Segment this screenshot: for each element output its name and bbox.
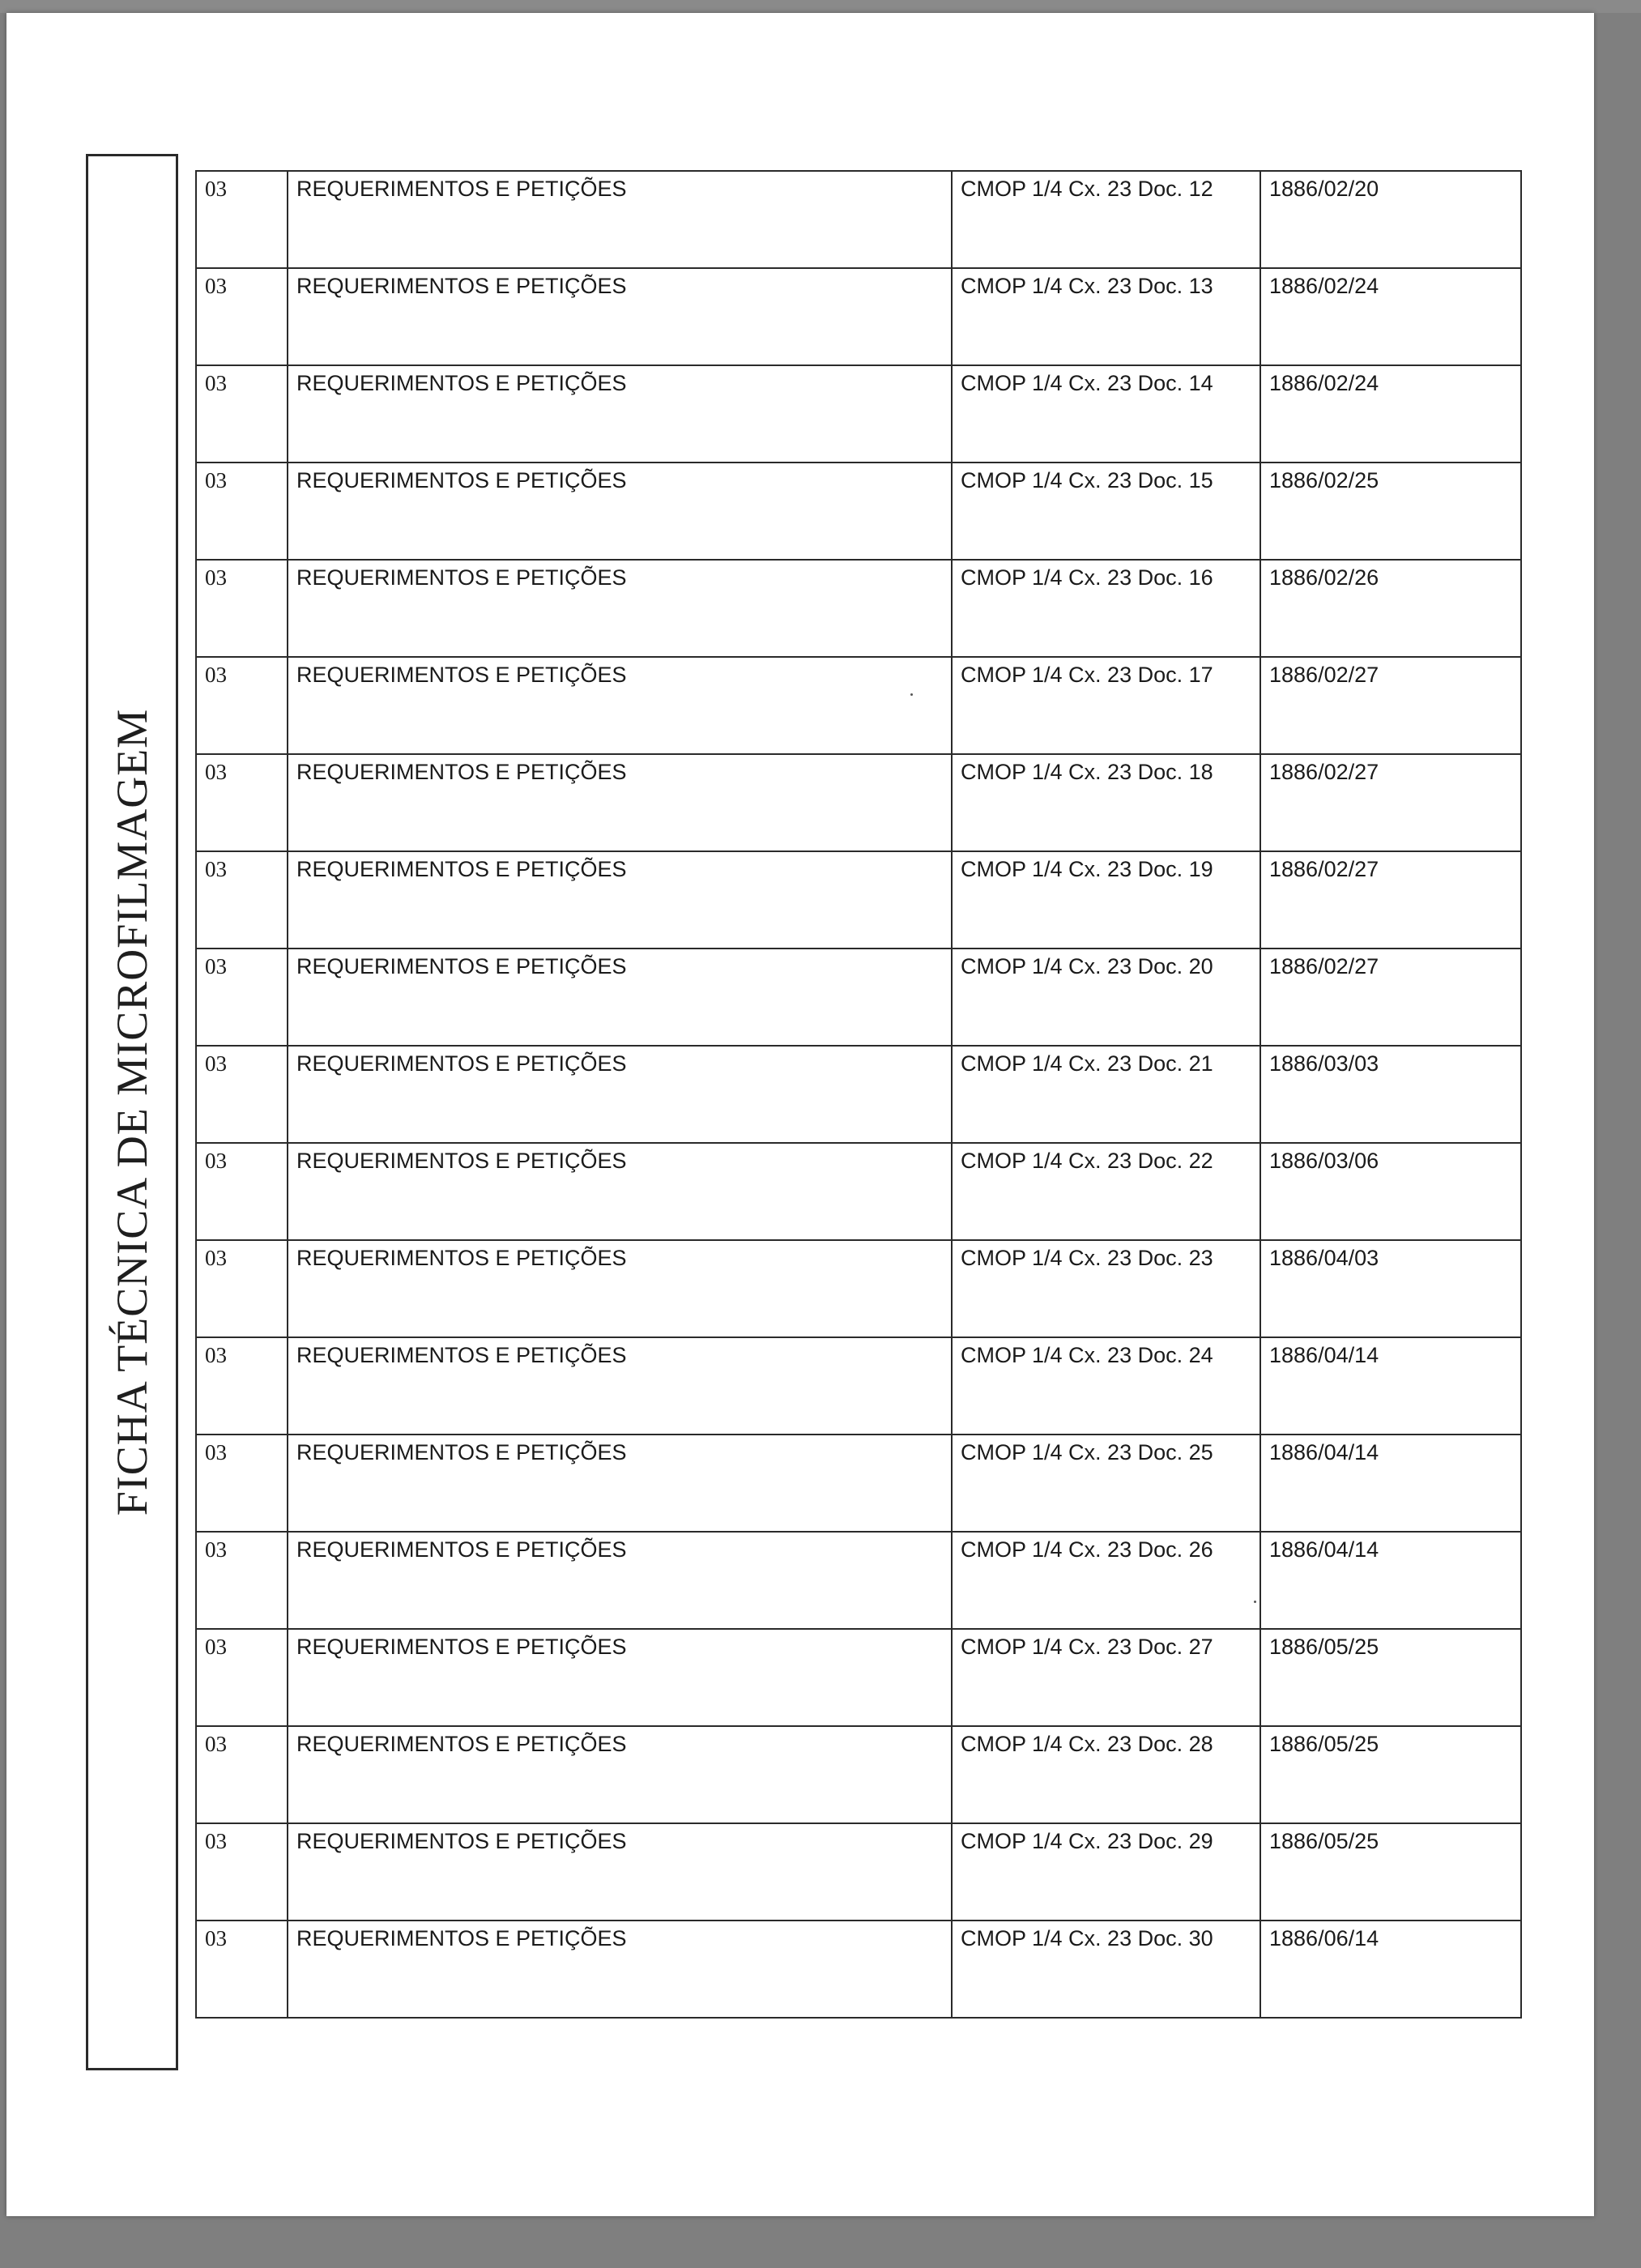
date-cell: 1886/05/25 [1260,1823,1521,1921]
table-row [196,1921,1521,2018]
scan-speck [1254,1601,1256,1603]
date-cell: 1886/02/25 [1260,463,1521,560]
series-cell: REQUERIMENTOS E PETIÇÕES [288,657,952,754]
table-row [196,1435,1521,1532]
date-cell: 1886/04/03 [1260,1240,1521,1337]
table-row [196,268,1521,365]
group-cell: 03 [196,463,288,560]
series-cell: REQUERIMENTOS E PETIÇÕES [288,754,952,851]
group-cell: 03 [196,949,288,1046]
group-cell: 03 [196,851,288,949]
group-cell: 03 [196,754,288,851]
group-cell: 03 [196,1629,288,1726]
date-cell: 1886/02/26 [1260,560,1521,657]
table-row [196,1046,1521,1143]
series-cell: REQUERIMENTOS E PETIÇÕES [288,1726,952,1823]
table-row [196,365,1521,463]
date-cell: 1886/05/25 [1260,1629,1521,1726]
series-cell: REQUERIMENTOS E PETIÇÕES [288,1532,952,1629]
scan-speck [910,693,913,696]
table-row [196,1240,1521,1337]
date-cell: 1886/03/03 [1260,1046,1521,1143]
reference-cell: CMOP 1/4 Cx. 23 Doc. 16 [952,560,1260,657]
group-cell: 03 [196,171,288,268]
scan-border [0,0,1641,13]
table-row [196,657,1521,754]
reference-cell: CMOP 1/4 Cx. 23 Doc. 23 [952,1240,1260,1337]
reference-cell: CMOP 1/4 Cx. 23 Doc. 27 [952,1629,1260,1726]
table-row [196,560,1521,657]
records-table-body [196,171,1521,2018]
date-cell: 1886/05/25 [1260,1726,1521,1823]
reference-cell: CMOP 1/4 Cx. 23 Doc. 13 [952,268,1260,365]
series-cell: REQUERIMENTOS E PETIÇÕES [288,1046,952,1143]
date-cell: 1886/02/24 [1260,268,1521,365]
table-row [196,1143,1521,1240]
date-cell: 1886/02/27 [1260,754,1521,851]
group-cell: 03 [196,1337,288,1435]
reference-cell: CMOP 1/4 Cx. 23 Doc. 26 [952,1532,1260,1629]
group-cell: 03 [196,1726,288,1823]
date-cell: 1886/03/06 [1260,1143,1521,1240]
date-cell: 1886/02/27 [1260,657,1521,754]
date-cell: 1886/02/24 [1260,365,1521,463]
group-cell: 03 [196,1435,288,1532]
reference-cell: CMOP 1/4 Cx. 23 Doc. 24 [952,1337,1260,1435]
series-cell: REQUERIMENTOS E PETIÇÕES [288,560,952,657]
table-row [196,1629,1521,1726]
group-cell: 03 [196,1823,288,1921]
table-row [196,851,1521,949]
reference-cell: CMOP 1/4 Cx. 23 Doc. 17 [952,657,1260,754]
table-row [196,754,1521,851]
table-row [196,171,1521,268]
document-page [6,13,1594,2216]
series-cell: REQUERIMENTOS E PETIÇÕES [288,463,952,560]
series-cell: REQUERIMENTOS E PETIÇÕES [288,1823,952,1921]
group-cell: 03 [196,365,288,463]
reference-cell: CMOP 1/4 Cx. 23 Doc. 22 [952,1143,1260,1240]
series-cell: REQUERIMENTOS E PETIÇÕES [288,268,952,365]
series-cell: REQUERIMENTOS E PETIÇÕES [288,171,952,268]
table-row [196,1337,1521,1435]
table-row [196,1532,1521,1629]
group-cell: 03 [196,1921,288,2018]
date-cell: 1886/02/20 [1260,171,1521,268]
series-cell: REQUERIMENTOS E PETIÇÕES [288,1143,952,1240]
group-cell: 03 [196,560,288,657]
date-cell: 1886/02/27 [1260,851,1521,949]
records-table [195,170,1522,2019]
reference-cell: CMOP 1/4 Cx. 23 Doc. 28 [952,1726,1260,1823]
sidebar-title: FICHA TÉCNICA DE MICROFILMAGEM [108,708,156,1516]
reference-cell: CMOP 1/4 Cx. 23 Doc. 30 [952,1921,1260,2018]
series-cell: REQUERIMENTOS E PETIÇÕES [288,1629,952,1726]
reference-cell: CMOP 1/4 Cx. 23 Doc. 18 [952,754,1260,851]
reference-cell: CMOP 1/4 Cx. 23 Doc. 21 [952,1046,1260,1143]
table-row [196,949,1521,1046]
series-cell: REQUERIMENTOS E PETIÇÕES [288,1337,952,1435]
date-cell: 1886/04/14 [1260,1532,1521,1629]
reference-cell: CMOP 1/4 Cx. 23 Doc. 14 [952,365,1260,463]
group-cell: 03 [196,268,288,365]
series-cell: REQUERIMENTOS E PETIÇÕES [288,1921,952,2018]
sidebar-title-box [86,154,178,2070]
date-cell: 1886/06/14 [1260,1921,1521,2018]
reference-cell: CMOP 1/4 Cx. 23 Doc. 15 [952,463,1260,560]
reference-cell: CMOP 1/4 Cx. 23 Doc. 12 [952,171,1260,268]
table-row [196,1823,1521,1921]
reference-cell: CMOP 1/4 Cx. 23 Doc. 25 [952,1435,1260,1532]
series-cell: REQUERIMENTOS E PETIÇÕES [288,1435,952,1532]
date-cell: 1886/04/14 [1260,1435,1521,1532]
series-cell: REQUERIMENTOS E PETIÇÕES [288,851,952,949]
group-cell: 03 [196,657,288,754]
date-cell: 1886/02/27 [1260,949,1521,1046]
date-cell: 1886/04/14 [1260,1337,1521,1435]
table-row [196,463,1521,560]
group-cell: 03 [196,1046,288,1143]
group-cell: 03 [196,1240,288,1337]
group-cell: 03 [196,1532,288,1629]
group-cell: 03 [196,1143,288,1240]
table-row [196,1726,1521,1823]
reference-cell: CMOP 1/4 Cx. 23 Doc. 20 [952,949,1260,1046]
series-cell: REQUERIMENTOS E PETIÇÕES [288,949,952,1046]
series-cell: REQUERIMENTOS E PETIÇÕES [288,1240,952,1337]
reference-cell: CMOP 1/4 Cx. 23 Doc. 19 [952,851,1260,949]
series-cell: REQUERIMENTOS E PETIÇÕES [288,365,952,463]
reference-cell: CMOP 1/4 Cx. 23 Doc. 29 [952,1823,1260,1921]
